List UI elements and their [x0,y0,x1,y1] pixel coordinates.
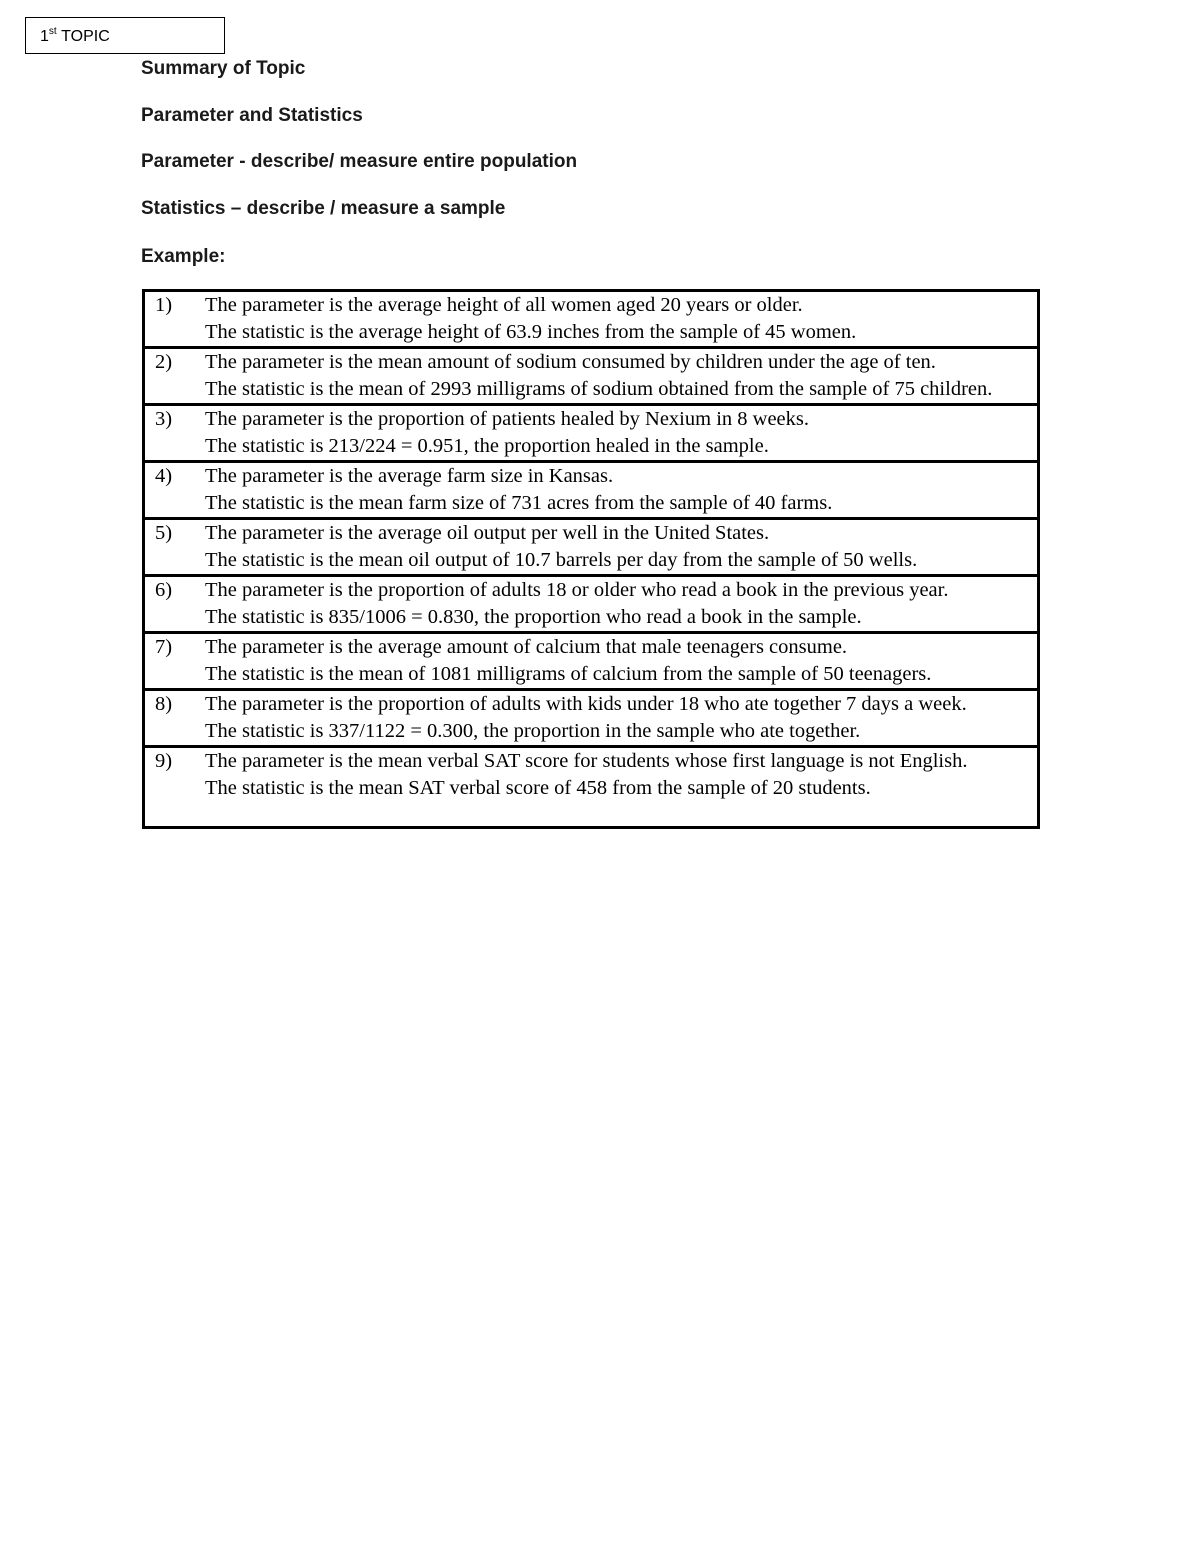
example-statistic: The statistic is the mean oil output of 10.7 barrels per day from the sample of 50 wells. [205,549,918,571]
example-row [144,348,1039,405]
example-text [205,747,1039,828]
example-row [144,690,1039,747]
example-heading: Example: [141,246,226,267]
example-row [144,747,1039,828]
example-statistic: The statistic is 213/224 = 0.951, the proportion healed in the sample. [205,435,769,457]
example-text [205,462,1039,519]
example-parameter: The parameter is the mean amount of sodium consumed by children under the age of ten. [205,351,936,373]
example-parameter: The parameter is the average oil output per well in the United States. [205,522,770,544]
example-row [144,576,1039,633]
statistics-definition: Statistics – describe / measure a sample [141,198,506,219]
topic-text: TOPIC [61,28,110,45]
example-statistic: The statistic is the mean farm size of 731 acres from the sample of 40 farms. [205,492,833,514]
example-statistic: The statistic is the mean of 1081 milligrams of calcium from the sample of 50 teenagers. [205,663,932,685]
example-row [144,633,1039,690]
parameter-definition: Parameter - describe/ measure entire population [141,151,578,172]
example-statistic: The statistic is the mean of 2993 milligrams of sodium obtained from the sample of 75 children. [205,378,993,400]
param-stats-heading: Parameter and Statistics [141,105,363,126]
example-number: 9) [144,747,206,828]
example-number: 8) [144,690,206,747]
example-row [144,519,1039,576]
example-parameter: The parameter is the proportion of adults 18 or older who read a book in the previous year. [205,579,949,601]
example-parameter: The parameter is the average height of all women aged 20 years or older. [205,294,803,316]
example-statistic: The statistic is 835/1006 = 0.830, the proportion who read a book in the sample. [205,606,862,628]
example-number: 3) [144,405,206,462]
topic-label-box [25,17,225,54]
example-statistic: The statistic is the average height of 63.9 inches from the sample of 45 women. [205,321,857,343]
example-number: 1) [144,291,206,348]
example-number: 6) [144,576,206,633]
example-parameter: The parameter is the mean verbal SAT score for students whose first language is not English. [205,750,968,772]
example-row [144,405,1039,462]
example-text [205,348,1039,405]
example-statistic: The statistic is 337/1122 = 0.300, the proportion in the sample who ate together. [205,720,861,742]
examples-table [142,289,1040,829]
example-text [205,405,1039,462]
example-text [205,291,1039,348]
example-parameter: The parameter is the proportion of adults with kids under 18 who ate together 7 days a week. [205,693,967,715]
example-row [144,291,1039,348]
topic-number: 1 [40,28,49,45]
example-text [205,576,1039,633]
example-text [205,519,1039,576]
summary-heading: Summary of Topic [141,58,306,79]
example-parameter: The parameter is the average farm size in Kansas. [205,465,614,487]
example-number: 7) [144,633,206,690]
example-number: 2) [144,348,206,405]
example-row [144,462,1039,519]
example-number: 4) [144,462,206,519]
example-number: 5) [144,519,206,576]
example-text [205,690,1039,747]
example-parameter: The parameter is the average amount of calcium that male teenagers consume. [205,636,848,658]
example-statistic: The statistic is the mean SAT verbal score of 458 from the sample of 20 students. [205,777,871,799]
example-parameter: The parameter is the proportion of patients healed by Nexium in 8 weeks. [205,408,809,430]
example-text [205,633,1039,690]
topic-number-suffix: st [48,26,57,37]
